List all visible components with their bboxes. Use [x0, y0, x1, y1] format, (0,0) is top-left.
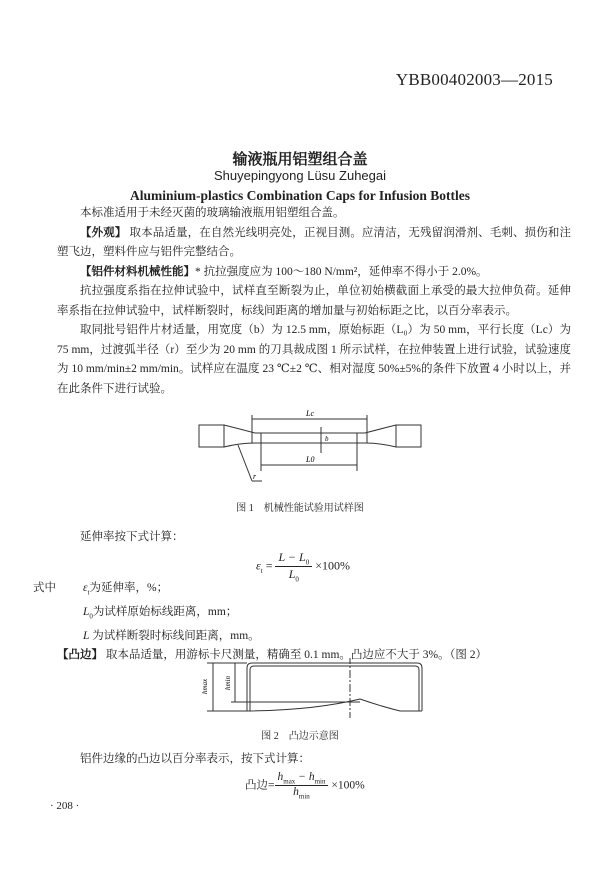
- body-section-3: [57, 750, 571, 770]
- method-paragraph: 取同批号铝件片材适量，用宽度（b）为 12.5 mm，原始标距（L₀）为 50 mm，平行长度（Lc）为 75 mm，过渡弧半径（r）至少为 20 mm 的刀具裁成图 1 所示试样，在拉伸装置上进行试验，试验速度为 10 mm/min±2 mm/min。试样应在温度 23 ℃±2 ℃、相对湿度 50%±5%的条件下放置 4 小时以上，并在此条件下进行试验。: [57, 324, 571, 395]
- where-line-2: [33, 603, 573, 627]
- where-item-3: 为试样断裂时标线间距离，mm。: [92, 629, 260, 642]
- label-b: b: [325, 435, 329, 443]
- bulge-numerator-b-sub: min: [314, 777, 326, 786]
- appearance-label: 【外观】: [80, 226, 127, 239]
- mechanical-text: * 抗拉强度应为 100～180 N/mm²，延伸率不得小于 2.0%。: [195, 265, 488, 278]
- body-section-2: [57, 528, 571, 548]
- formula-numerator-sub: 0: [305, 558, 310, 567]
- bulge-intro: 铝件边缘的凸边以百分率表示，按下式计算：: [80, 753, 310, 765]
- label-r: r: [253, 472, 257, 481]
- label-l0: L0: [306, 455, 315, 464]
- figure-2-caption: 图 2 凸边示意图: [261, 731, 339, 742]
- where-line-1: [33, 579, 573, 603]
- where-label: 式中: [33, 582, 56, 594]
- formula-denominator: L: [288, 567, 296, 582]
- symbol-l0: L: [83, 605, 90, 618]
- elongation-intro: 延伸率按下式计算：: [80, 531, 184, 543]
- formula-tail: ×100%: [315, 558, 350, 573]
- bulge-label: 【凸边】: [57, 649, 103, 662]
- figure-2-bulge-diagram: [195, 658, 435, 718]
- formula-lhs-sub: t: [260, 567, 263, 576]
- where-line-3: [33, 627, 573, 647]
- label-lc: Lc: [306, 409, 314, 418]
- symbol-eps-sub: t: [87, 588, 90, 597]
- definition-paragraph: 抗拉强度系指在拉伸试验中，试样直至断裂为止，单位初始横截面上承受的最大拉伸负荷。延伸率系指在拉伸试验中，试样断裂时，标线间距离的增加量与初始标距之比，以百分率表示。: [57, 285, 571, 317]
- formula-lhs: ε: [256, 558, 261, 573]
- appearance-text: 取本品适量，在自然光线明亮处，正视目测。应清洁，无残留润滑剂、毛刺、损伤和注塑飞边，塑料件应与铝件完整结合。: [57, 226, 572, 258]
- figure-1-caption: 图 1 机械性能试验用试样图: [236, 503, 364, 514]
- body-section-1: [57, 204, 571, 399]
- bulge-denominator: h: [293, 786, 299, 799]
- appearance-paragraph: [57, 224, 571, 263]
- mechanical-paragraph: [57, 263, 571, 283]
- formula-denominator-sub: 0: [295, 575, 299, 584]
- label-hmin: hmin: [224, 676, 232, 690]
- symbol-eps: ε: [83, 582, 88, 594]
- bulge-numerator-a-sub: max: [283, 777, 296, 786]
- label-hmax: hmax: [201, 678, 209, 694]
- bulge-formula-fraction: [275, 771, 329, 801]
- where-item-1: 为延伸率，%；: [89, 582, 169, 594]
- standard-code: YBB00402003—2015: [395, 70, 553, 89]
- bulge-denominator-sub: min: [298, 792, 310, 801]
- figure-1-tensile-specimen: [190, 405, 430, 490]
- elongation-formula: $\varepsilon_t$ = $\frac{L - L_0}{L_0}$ ×100%: [256, 550, 350, 584]
- bulge-text: 取本品适量，用游标卡尺测量，精确至 0.1 mm。凸边应不大于 3%。（图 2）: [103, 649, 487, 662]
- bulge-formula-tail: ×100%: [331, 779, 365, 792]
- symbol-definitions: [33, 579, 573, 666]
- formula-numerator: L − L: [278, 550, 306, 564]
- bulge-formula-lhs: 凸边=: [245, 779, 275, 792]
- bulge-numerator-b: − h: [295, 771, 315, 783]
- symbol-l0-sub: 0: [89, 612, 93, 621]
- where-item-2: 为试样原始标线距离，mm；: [92, 605, 238, 618]
- symbol-l: L: [83, 629, 90, 642]
- mechanical-label: 【铝件材料机械性能】: [80, 265, 195, 278]
- title-en: Aluminium-plastics Combination Caps for Infusion Bottles: [130, 188, 470, 203]
- bulge-numerator-a: h: [277, 771, 284, 783]
- scope-paragraph: 本标准适用于未经灭菌的玻璃输液瓶用铝塑组合盖。: [80, 207, 345, 219]
- title-pinyin: Shuyepingyong Lüsu Zuhegai: [213, 168, 387, 183]
- page-number: · 208 ·: [50, 800, 80, 812]
- bulge-formula: [245, 771, 365, 801]
- title-zh: 输液瓶用铝塑组合盖: [232, 152, 368, 168]
